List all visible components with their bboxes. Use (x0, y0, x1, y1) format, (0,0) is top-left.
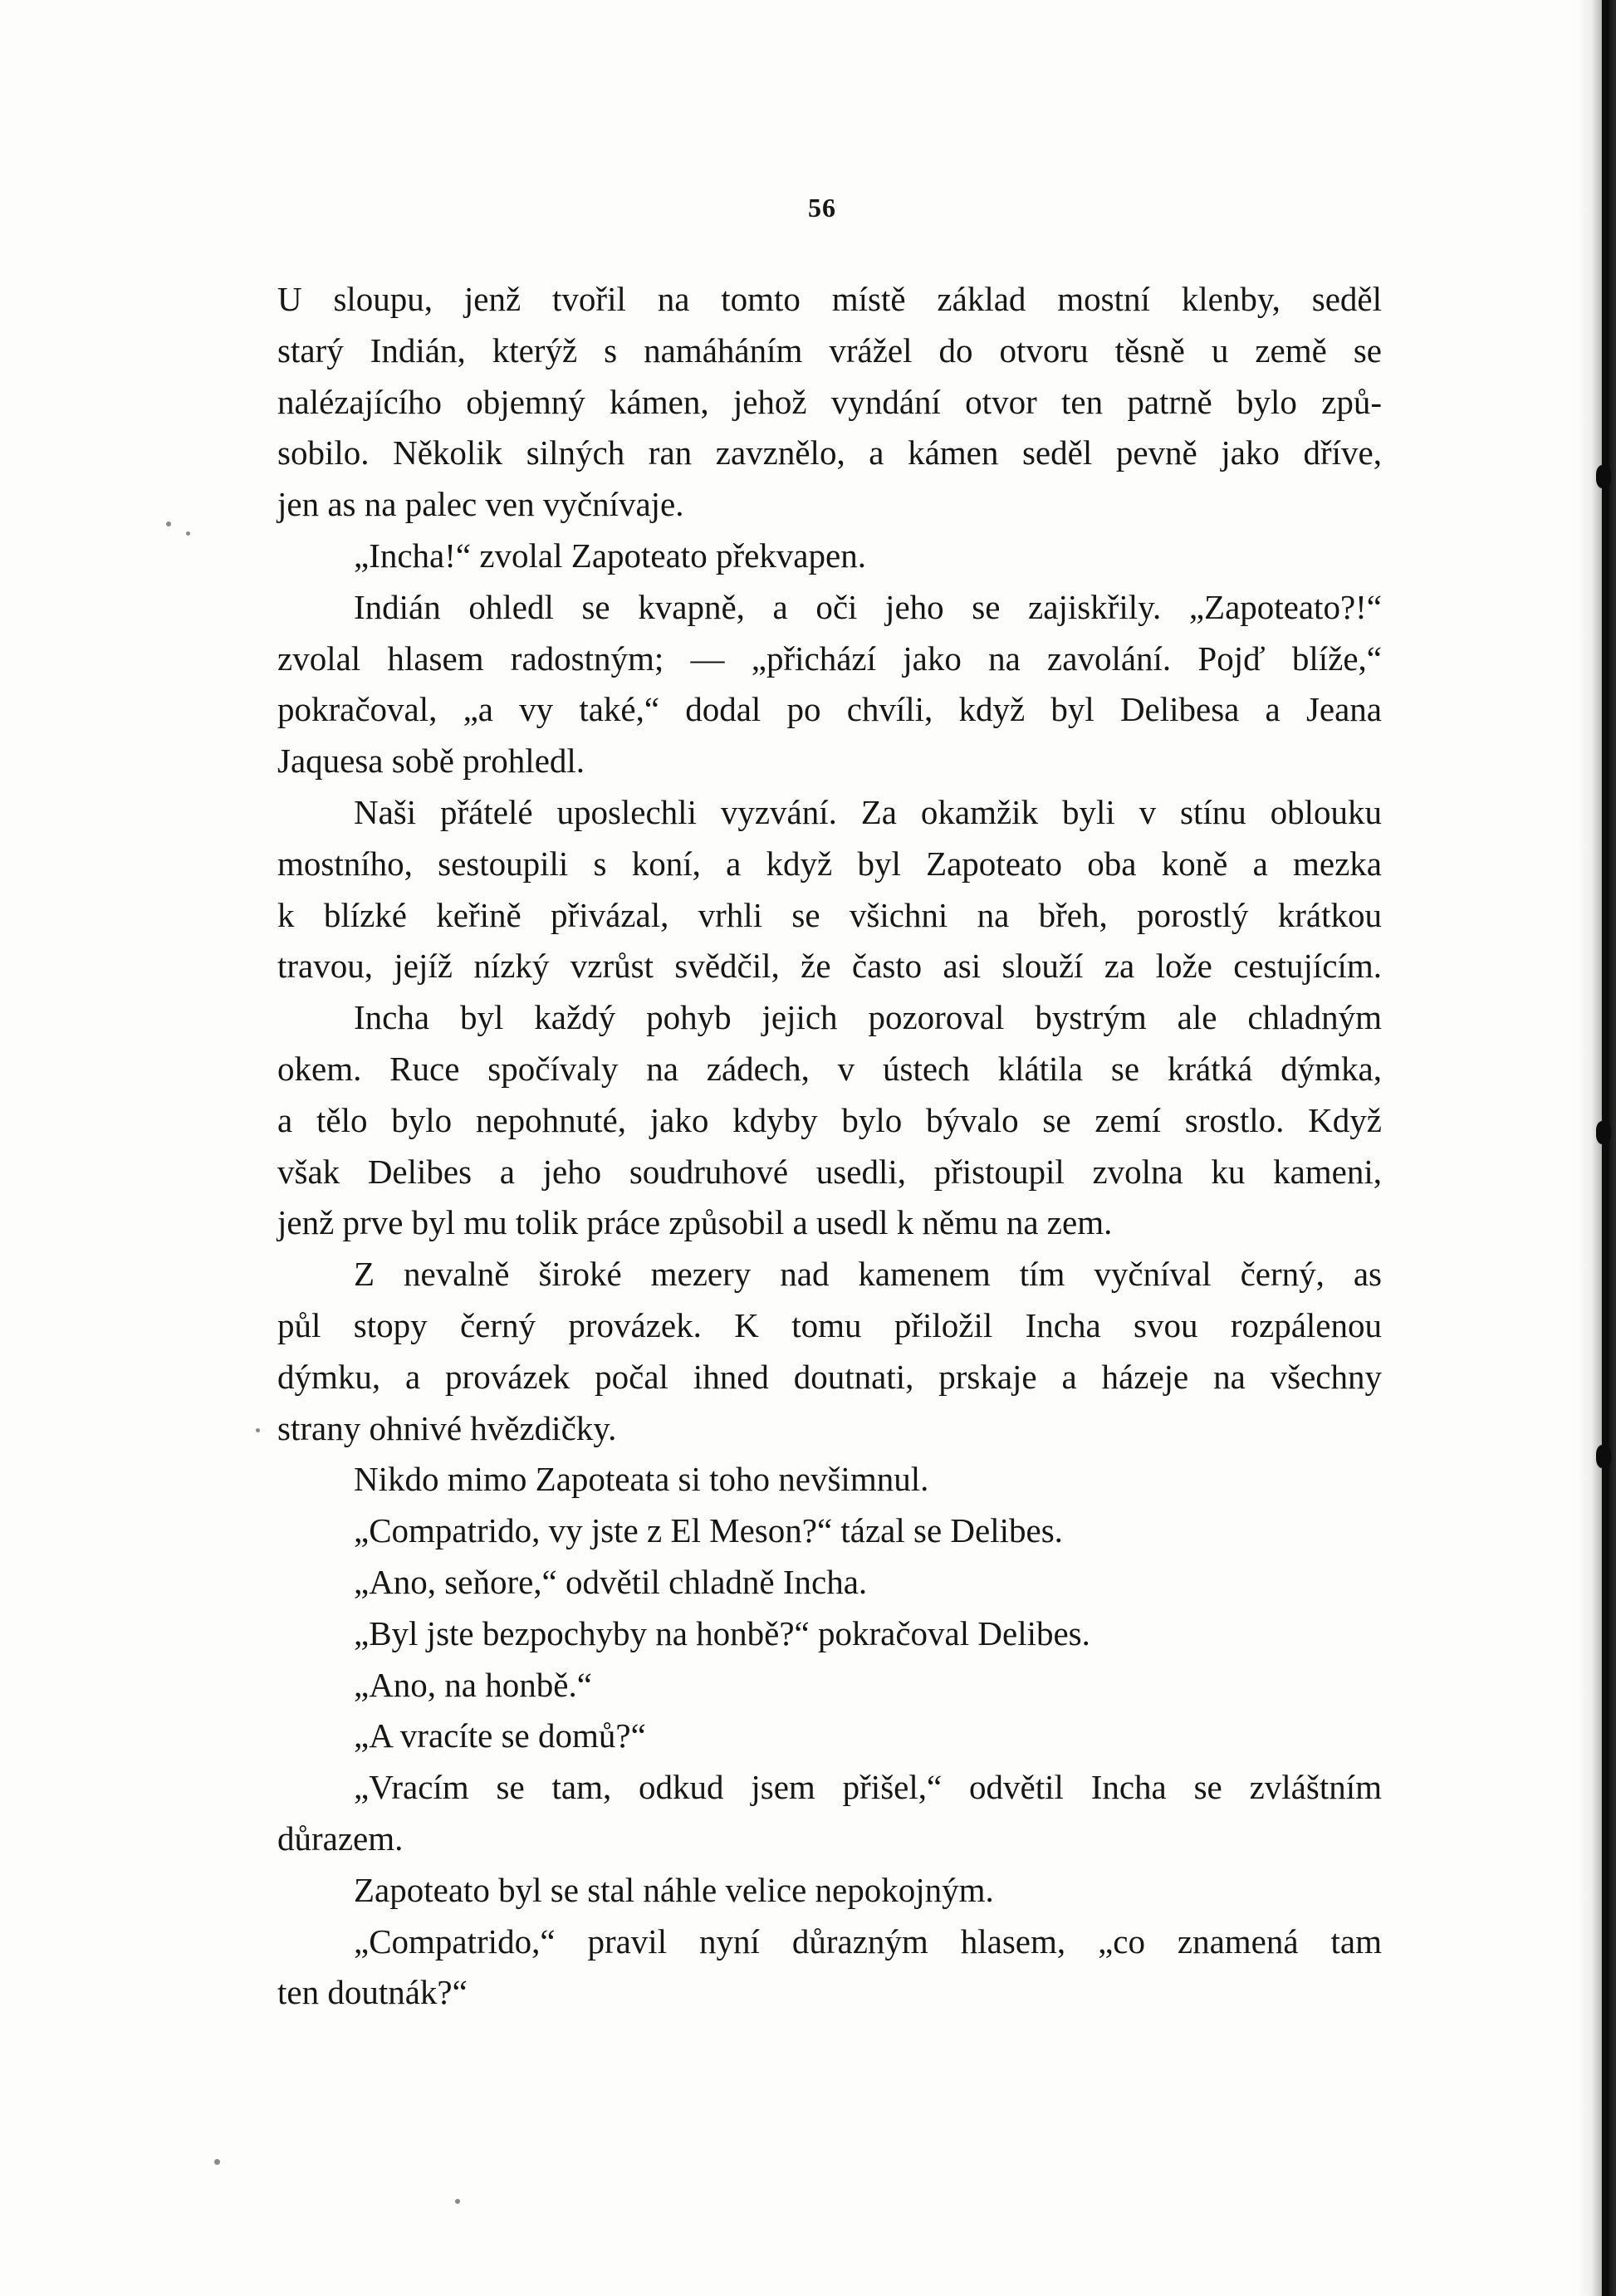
text-line: Incha byl každý pohyb jejich pozoroval bystrým ale chladným (354, 998, 1382, 1037)
page-edge-border (1602, 0, 1609, 2296)
text-line: „Incha!“ zvolal Zapoteato překvapen. (354, 536, 866, 575)
text-line: travou, jejíž nízký vzrůst svědčil, že často asi slouží za lože cestujícím. (277, 947, 1382, 986)
text-line: ten doutnák?“ (277, 1973, 468, 2012)
scan-speck (455, 2199, 460, 2204)
text-line: jenž prve byl mu tolik práce způsobil a usedl k němu na zem. (277, 1203, 1113, 1242)
text-line: „Byl jste bezpochyby na honbě?“ pokračoval Delibes. (354, 1613, 1090, 1652)
text-line: mostního, sestoupili s koní, a když byl Zapoteato oba koně a mezka (277, 844, 1382, 883)
text-line: k blízké keřině přivázal, vrhli se všichni na břeh, porostlý krátkou (277, 895, 1382, 934)
scan-speck (186, 531, 190, 536)
text-line: sobilo. Několik silných ran zavznělo, a kámen seděl pevně jako dříve, (277, 433, 1382, 472)
text-line: starý Indián, kterýž s namáháním vrážel do otvoru těsně u země se (277, 330, 1382, 370)
text-line: Naši přátelé uposlechli vyzvání. Za okamžik byli v stínu oblouku (354, 792, 1382, 831)
text-line: „A vracíte se domů?“ (354, 1716, 646, 1755)
text-line: nalézajícího objemný kámen, jehož vyndání otvor ten patrně bylo způ- (277, 382, 1382, 421)
text-line: a tělo bylo nepohnuté, jako kdyby bylo bývalo se zemí srostlo. Když (277, 1100, 1382, 1139)
edge-mark (1596, 465, 1611, 488)
text-line: U sloupu, jenž tvořil na tomto místě základ mostní klenby, seděl (277, 280, 1382, 318)
text-line: „Compatrido,“ pravil nyní důrazným hlasem, „co znamená tam (354, 1921, 1382, 1961)
text-line: jen as na palec ven vyčnívaje. (277, 485, 684, 524)
edge-mark (1596, 1121, 1611, 1144)
edge-mark (1596, 1445, 1611, 1468)
scan-speck (166, 521, 171, 526)
text-line: zvolal hlasem radostným; — „přichází jako na zavolání. Pojď blíže,“ (277, 639, 1382, 678)
text-line: pokračoval, „a vy také,“ dodal po chvíli, když byl Delibesa a Jeana (277, 690, 1382, 729)
text-line: „Ano, seňore,“ odvětil chladně Incha. (354, 1562, 868, 1601)
text-line: Jaquesa sobě prohledl. (277, 742, 585, 781)
text-line: Z nevalně široké mezery nad kamenem tím vyčníval černý, as (354, 1255, 1382, 1294)
text-line: Zapoteato byl se stal náhle velice nepokojným. (354, 1870, 994, 1909)
text-line: důrazem. (277, 1819, 404, 1858)
text-line: „Vracím se tam, odkud jsem přišel,“ odvětil Incha se zvláštním (354, 1768, 1382, 1807)
text-line: „Ano, na honbě.“ (354, 1665, 592, 1704)
page-edge-shadow (1578, 0, 1616, 2296)
text-line: strany ohnivé hvězdičky. (277, 1408, 617, 1447)
text-line: okem. Ruce spočívaly na zádech, v ústech klátila se krátká dýmka, (277, 1049, 1382, 1088)
text-line: Indián ohledl se kvapně, a oči jeho se zajiskřily. „Zapoteato?!“ (354, 587, 1382, 626)
scan-speck (214, 2159, 220, 2165)
page-number: 56 (808, 193, 836, 223)
text-line: půl stopy černý provázek. K tomu přiložil Incha svou rozpálenou (277, 1305, 1382, 1344)
text-line: dýmku, a provázek počal ihned doutnati, prskaje a házeje na všechny (277, 1357, 1382, 1396)
body-text (277, 274, 1382, 2019)
text-line: však Delibes a jeho soudruhové usedli, přistoupil zvolna ku kameni, (277, 1152, 1382, 1191)
scan-speck (256, 1428, 260, 1432)
text-line: Nikdo mimo Zapoteata si toho nevšimnul. (354, 1460, 929, 1499)
text-line: „Compatrido, vy jste z El Meson?“ tázal se Delibes. (354, 1511, 1063, 1550)
